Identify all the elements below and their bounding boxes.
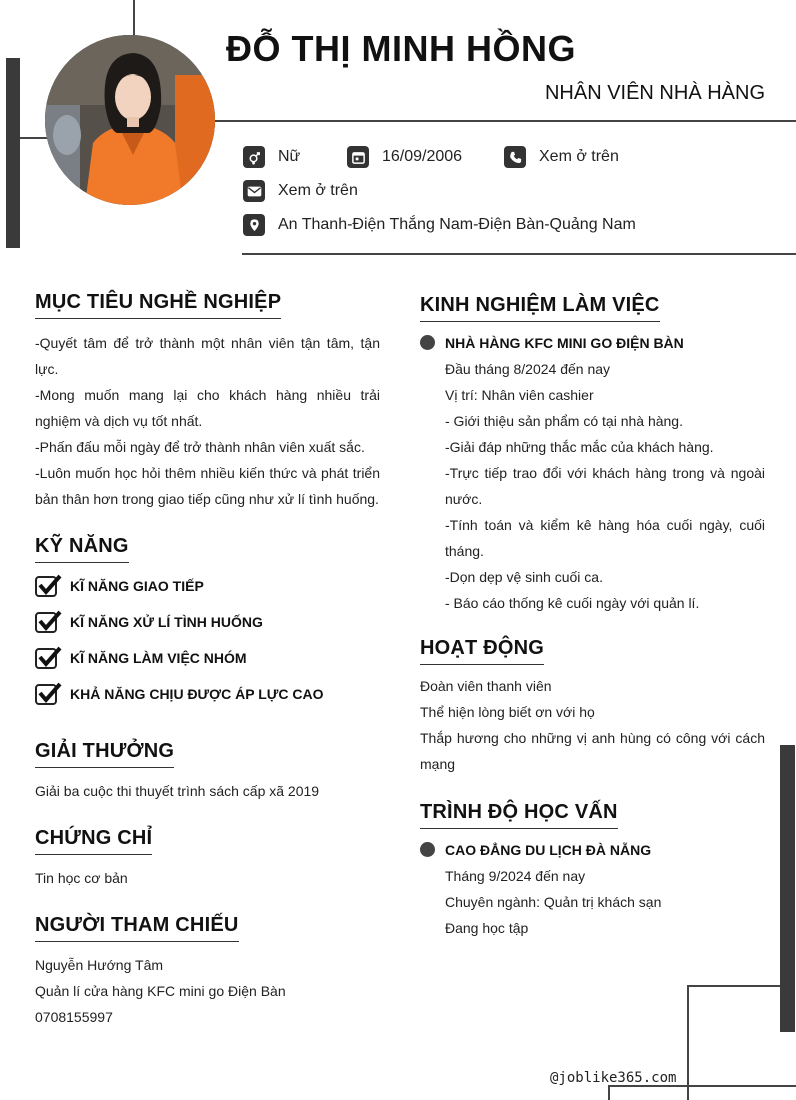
gender-value: Nữ xyxy=(278,148,301,165)
activity-line: Thể hiện lòng biết ơn với họ xyxy=(420,704,595,720)
activities-title: HOẠT ĐỘNG xyxy=(420,637,544,665)
education-title: TRÌNH ĐỘ HỌC VẤN xyxy=(420,801,618,829)
checkbox-checked-icon xyxy=(35,610,62,634)
timeline-bullet xyxy=(420,335,435,350)
calendar-icon xyxy=(347,146,369,168)
awards-title: GIẢI THƯỞNG xyxy=(35,740,174,768)
objective-title: MỤC TIÊU NGHỀ NGHIỆP xyxy=(35,291,281,319)
experience-role: Vị trí: Nhân viên cashier xyxy=(445,387,594,403)
envelope-icon xyxy=(243,180,265,202)
skill-label: KĨ NĂNG GIAO TIẾP xyxy=(70,578,204,594)
skill-item xyxy=(35,610,263,634)
location-pin-icon xyxy=(243,214,265,236)
candidate-name: ĐỖ THỊ MINH HỒNG xyxy=(226,28,576,69)
right-accent-bar xyxy=(780,745,795,1032)
checkbox-checked-icon xyxy=(35,574,62,598)
contact-divider xyxy=(242,253,796,255)
skill-label: KHẢ NĂNG CHỊU ĐƯỢC ÁP LỰC CAO xyxy=(70,686,324,702)
education-period: Tháng 9/2024 đến nay xyxy=(445,868,586,884)
certificates-title: CHỨNG CHỈ xyxy=(35,827,152,855)
profile-photo xyxy=(45,35,215,205)
email-value: Xem ở trên xyxy=(278,182,358,199)
experience-duty: -Trực tiếp trao đổi với khách hàng trong và ngoài nước. xyxy=(445,465,765,507)
objective-line: -Phấn đấu mỗi ngày để trở thành nhân viên xuất sắc. xyxy=(35,439,365,455)
skill-label: KĨ NĂNG XỬ LÍ TÌNH HUỐNG xyxy=(70,614,263,630)
experience-title: KINH NGHIỆM LÀM VIỆC xyxy=(420,294,660,322)
education-status: Đang học tập xyxy=(445,920,529,936)
experience-period: Đầu tháng 8/2024 đến nay xyxy=(445,361,611,377)
phone-icon xyxy=(504,146,526,168)
phone-value: Xem ở trên xyxy=(539,148,619,165)
education-body xyxy=(445,837,765,941)
objective-body xyxy=(35,330,380,512)
birthday-row xyxy=(347,146,462,168)
frame-line xyxy=(687,985,780,987)
experience-body xyxy=(445,330,765,616)
phone-row xyxy=(504,146,619,168)
checkbox-checked-icon xyxy=(35,682,62,706)
awards-text: Giải ba cuộc thi thuyết trình sách cấp xã 2019 xyxy=(35,783,320,799)
frame-line xyxy=(608,1085,610,1100)
gender-icon xyxy=(243,146,265,168)
checkbox-checked-icon xyxy=(35,646,62,670)
activity-line: Đoàn viên thanh viên xyxy=(420,678,552,694)
skill-item xyxy=(35,682,323,706)
timeline-bullet xyxy=(420,842,435,857)
activity-line: Thắp hương cho những vị anh hùng có công với cách mạng xyxy=(420,730,765,772)
reference-name: Nguyễn Hướng Tâm xyxy=(35,957,164,973)
header-divider xyxy=(215,120,796,122)
reference-position: Quản lí cửa hàng KFC mini go Điện Bàn xyxy=(35,983,286,999)
objective-line: -Quyết tâm để trở thành một nhân viên tận tâm, tận lực. xyxy=(35,335,380,377)
skill-item xyxy=(35,646,247,670)
experience-company: NHÀ HÀNG KFC MINI GO ĐIỆN BÀN xyxy=(445,335,684,351)
objective-line: -Mong muốn mang lại cho khách hàng nhiều trải nghiệm và dịch vụ tốt nhất. xyxy=(35,387,380,429)
frame-line xyxy=(687,985,689,1100)
experience-duty: -Giải đáp những thắc mắc của khách hàng. xyxy=(445,439,714,455)
watermark-text: @joblike365.com xyxy=(550,1070,677,1086)
education-school: CAO ĐẲNG DU LỊCH ĐÀ NẴNG xyxy=(445,842,652,858)
experience-duty: -Tính toán và kiểm kê hàng hóa cuối ngày, cuối tháng. xyxy=(445,517,765,559)
reference-phone: 0708155997 xyxy=(35,1009,113,1025)
experience-duty: - Báo cáo thống kê cuối ngày với quản lí. xyxy=(445,595,700,611)
references-body xyxy=(35,952,286,1030)
left-accent-bar xyxy=(6,58,20,248)
skills-title: KỸ NĂNG xyxy=(35,535,129,563)
frame-line xyxy=(133,0,135,40)
certificates-text: Tin học cơ bản xyxy=(35,870,128,886)
education-major: Chuyên ngành: Quản trị khách sạn xyxy=(445,894,662,910)
birthday-value: 16/09/2006 xyxy=(382,148,463,165)
gender-row xyxy=(243,146,300,168)
activities-body xyxy=(420,673,765,777)
objective-line: -Luôn muốn học hỏi thêm nhiều kiến thức và phát triển bản thân hơn trong giao tiếp cũng như xử lí tình huống. xyxy=(35,465,380,507)
address-value: An Thanh-Điện Thắng Nam-Điện Bàn-Quảng Nam xyxy=(278,216,636,233)
experience-duty: -Dọn dẹp vệ sinh cuối ca. xyxy=(445,569,603,585)
email-row xyxy=(243,180,358,202)
address-row xyxy=(243,214,636,236)
frame-line xyxy=(20,137,48,139)
skill-label: KĨ NĂNG LÀM VIỆC NHÓM xyxy=(70,650,247,666)
experience-duty: - Giới thiệu sản phẩm có tại nhà hàng. xyxy=(445,413,683,429)
references-title: NGƯỜI THAM CHIẾU xyxy=(35,914,239,942)
skill-item xyxy=(35,574,204,598)
job-title: NHÂN VIÊN NHÀ HÀNG xyxy=(544,82,765,104)
